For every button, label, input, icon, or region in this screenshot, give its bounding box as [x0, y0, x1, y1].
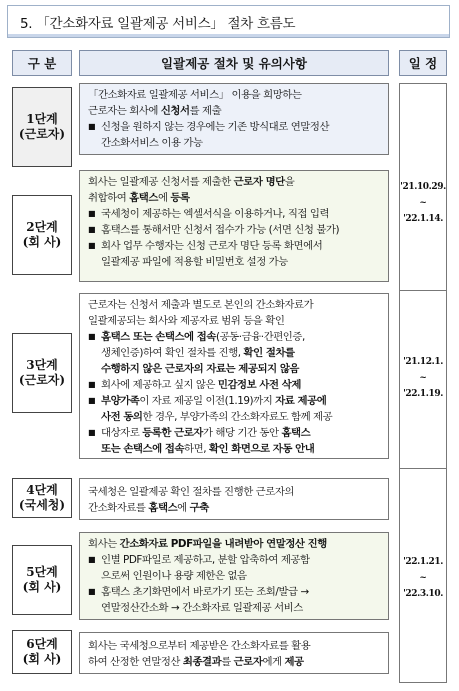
step-3-content	[79, 293, 389, 459]
step-5-line: 회사는 간소화자료 PDF파일을 내려받아 연말정산 진행	[88, 538, 327, 550]
step-2-bullet: ■ 회사 업무 수행자는 신청 근로자 명단 등록 화면에서 일괄제공 파일에 적용할 비밀번호 설정 가능	[88, 240, 323, 268]
step-1-actor: (근로자)	[18, 127, 66, 141]
step-6-content	[79, 632, 389, 674]
schedule-2-start: '21.12.1.	[403, 357, 443, 367]
step-4-label	[12, 478, 72, 518]
schedule-2-end: '22.1.19.	[403, 389, 443, 399]
step-4-title: 4단계	[26, 483, 58, 497]
schedule-1-start: '21.10.29.	[400, 182, 446, 192]
step-5-label	[12, 545, 72, 615]
step-2-label	[12, 195, 72, 275]
schedule-1-sep: ~	[419, 198, 427, 208]
step-2-content	[79, 170, 389, 282]
step-3-bullet: ■ 대상자로 등록한 근로자가 해당 기간 동안 홈택스 또는 손택스에 접속하면, 확인 화면으로 자동 안내	[88, 427, 315, 455]
step-3-title: 3단계	[26, 358, 58, 372]
step-6-label	[12, 630, 72, 674]
title-underline	[8, 34, 449, 37]
step-4-line: 국세청은 일괄제공 확인 절차를 진행한 근로자의	[88, 486, 295, 498]
step-5-bullet: ■ 인별 PDF파일로 제공하고, 분할 압축하여 제공함 으로써 인원이나 용량 제한은 없음	[88, 554, 310, 582]
step-2-line: 회사는 일괄제공 신청서를 제출한 근로자 명단을	[88, 176, 295, 188]
schedule-2-sep: ~	[419, 373, 427, 383]
step-5-bullet: ■ 홈택스 초기화면에서 바로가기 또는 조회/발급 → 연말정산간소화 → 간소화자료 일괄제공 서비스	[88, 586, 309, 614]
schedule-divider	[399, 290, 447, 291]
section-title	[7, 5, 450, 38]
header-schedule-label: 일 정	[408, 56, 438, 71]
step-1-label	[12, 87, 72, 167]
step-6-line: 하여 산정한 연말정산 최종결과를 근로자에게 제공	[88, 656, 304, 668]
step-3-bullet: ■ 회사에 제공하고 싶지 않은 민감정보 사전 삭제	[88, 379, 301, 391]
schedule-divider	[399, 468, 447, 469]
step-6-actor: (회 사)	[22, 652, 62, 666]
step-4-line: 간소화자료를 홈택스에 구축	[88, 502, 209, 514]
step-6-title: 6단계	[26, 637, 58, 651]
schedule-1-end: '22.1.14.	[403, 214, 443, 224]
schedule-2	[400, 354, 446, 402]
step-5-title: 5단계	[26, 565, 58, 579]
step-3-bullet: ■ 부양가족이 자료 제공일 이전(1.19)까지 자료 제공에 사전 동의한 경우, 부양가족의 간소화자료도 함께 제공	[88, 395, 333, 423]
schedule-3-start: '22.1.21.	[403, 557, 443, 567]
step-5-content	[79, 532, 389, 620]
step-1-content	[79, 83, 389, 155]
schedule-column	[399, 83, 447, 683]
step-1-line: 「간소화자료 일괄제공 서비스」 이용을 희망하는	[88, 89, 302, 101]
schedule-3-sep: ~	[419, 573, 427, 583]
step-3-line: 일괄제공되는 회사와 제공자료 범위 등을 확인	[88, 315, 285, 327]
step-2-line: 취합하여 홈택스에 등록	[88, 192, 190, 204]
schedule-3-end: '22.3.10.	[403, 589, 443, 599]
header-content	[79, 50, 389, 76]
step-5-actor: (회 사)	[22, 580, 62, 594]
step-6-line: 회사는 국세청으로부터 제공받은 간소화자료를 활용	[88, 640, 311, 652]
step-2-title: 2단계	[26, 220, 58, 234]
step-1-bullet: ■ 신청을 원하지 않는 경우에는 기존 방식대로 연말정산 간소화서비스 이용 가능	[88, 121, 330, 149]
schedule-1	[400, 179, 446, 227]
step-1-title: 1단계	[26, 112, 58, 126]
schedule-3	[400, 554, 446, 602]
step-2-bullet: ■ 홈택스를 통해서만 신청서 접수가 가능 (서면 신청 불가)	[88, 224, 340, 236]
step-2-bullet: ■ 국세청이 제공하는 엑셀서식을 이용하거나, 직접 입력	[88, 208, 330, 220]
step-4-content	[79, 478, 389, 520]
step-3-line: 근로자는 신청서 제출과 별도로 본인의 간소화자료가	[88, 299, 314, 311]
header-step	[12, 50, 72, 76]
section-title-text: 5. 「간소화자료 일괄제공 서비스」 절차 흐름도	[20, 15, 296, 32]
header-schedule	[399, 50, 447, 76]
header-content-label: 일괄제공 절차 및 유의사항	[161, 56, 307, 71]
step-3-actor: (근로자)	[18, 373, 66, 387]
step-3-label	[12, 333, 72, 413]
step-3-bullet: ■ 홈택스 또는 손택스에 접속(공동·금융·간편인증, 생체인증)하여 확인 절차를 진행, 확인 절차를 수행하지 않은 근로자의 자료는 제공되지 않음	[88, 331, 305, 375]
header-step-label: 구 분	[27, 56, 57, 71]
step-2-actor: (회 사)	[22, 235, 62, 249]
step-1-line: 근로자는 회사에 신청서를 제출	[88, 105, 222, 117]
step-4-actor: (국세청)	[18, 498, 66, 512]
